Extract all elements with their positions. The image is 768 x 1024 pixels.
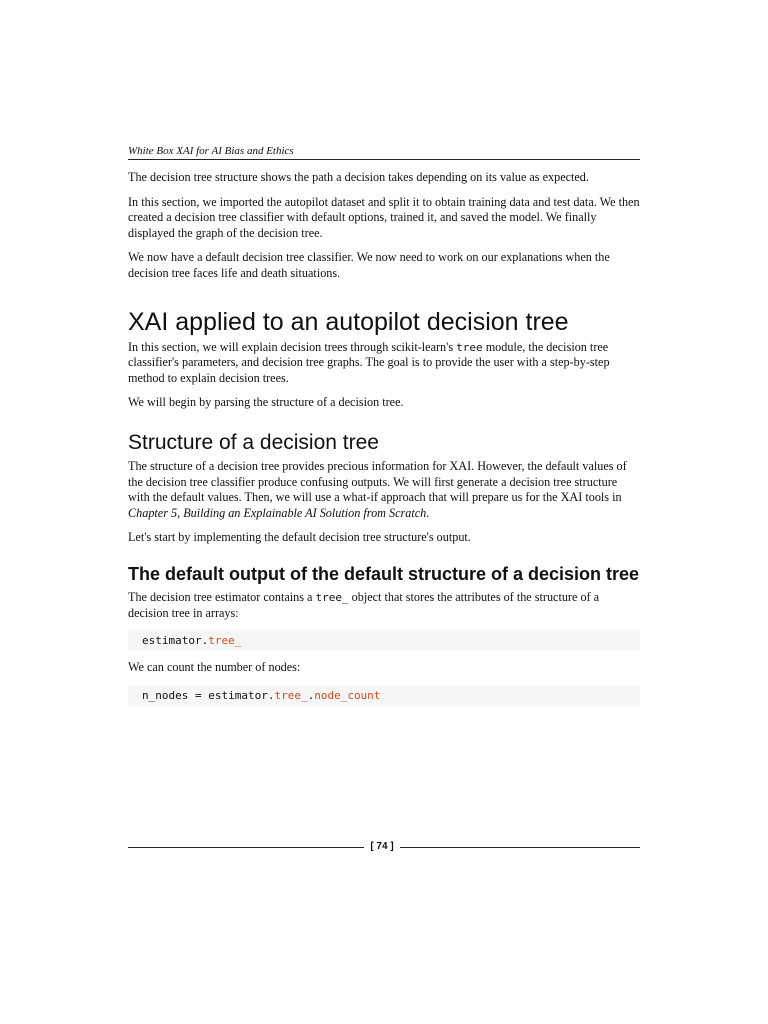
section-heading: XAI applied to an autopilot decision tree bbox=[128, 307, 569, 336]
code-token-object: estimator. bbox=[142, 634, 209, 648]
code-token-tree-attribute: tree_ bbox=[274, 688, 308, 702]
footer-rule-right bbox=[400, 847, 640, 848]
paragraph-5: We will begin by parsing the structure of a decision tree. bbox=[128, 395, 404, 410]
paragraph-6 bbox=[128, 459, 640, 521]
paragraph-4-text-a: In this section, we will explain decision trees through scikit-learn's bbox=[128, 339, 457, 354]
footer-rule-left bbox=[128, 847, 364, 848]
paragraph-9: We can count the number of nodes: bbox=[128, 660, 301, 675]
page-content bbox=[128, 170, 640, 715]
paragraph-6-end: . bbox=[426, 505, 430, 520]
reference-separator: , bbox=[177, 505, 184, 520]
book-page bbox=[128, 0, 640, 1024]
paragraph-4 bbox=[128, 340, 640, 387]
chapter-reference: Chapter 5 bbox=[128, 505, 178, 520]
subsubsection-heading: The default output of the default structure of a decision tree bbox=[128, 563, 640, 584]
page-number: [ 74 ] bbox=[370, 841, 394, 852]
code-token-node-count: node_count bbox=[314, 688, 381, 702]
subsection-heading: Structure of a decision tree bbox=[128, 430, 379, 454]
paragraph-2: In this section, we imported the autopilot dataset and split it to obtain training data and test data. We then created a decision tree classifier with default options, trained it, and saved the model. We finally displayed the graph of the decision tree. bbox=[128, 194, 640, 240]
code-block-node-count[interactable] bbox=[128, 685, 640, 706]
code-token-dot: . bbox=[307, 688, 315, 702]
paragraph-3: We now have a default decision tree classifier. We now need to work on our explanations when the decision tree faces life and death situations. bbox=[128, 250, 610, 280]
running-header: White Box XAI for AI Bias and Ethics bbox=[128, 145, 640, 160]
chapter-title-reference: Building an Explainable AI Solution from Scratch bbox=[183, 505, 427, 520]
code-token-attribute: tree_ bbox=[208, 634, 242, 648]
paragraph-1: The decision tree structure shows the path a decision takes depending on its value as expected. bbox=[128, 170, 589, 184]
paragraph-8 bbox=[128, 590, 640, 621]
paragraph-6-text: The structure of a decision tree provides precious information for XAI. However, the default values of the decision tree classifier produce confusing outputs. We will first generate a decision tree structure with the default values. Then, we will use a what-if approach that will prepare us for the XAI tools in bbox=[128, 458, 627, 505]
paragraph-4-text-b: module, the decision tree classifier's parameters, and decision tree graphs. The goal is to provide the user with a step-by-step method to explain decision trees. bbox=[128, 339, 610, 385]
code-token-assignment: n_nodes = estimator. bbox=[142, 688, 275, 702]
paragraph-7: Let's start by implementing the default decision tree structure's output. bbox=[128, 530, 471, 545]
paragraph-8-text-b: object that stores the attributes of the structure of a decision tree in arrays: bbox=[128, 589, 600, 620]
code-block-estimator-tree[interactable] bbox=[128, 630, 640, 651]
inline-code-tree: tree bbox=[456, 340, 483, 354]
page-footer bbox=[128, 839, 640, 855]
paragraph-8-text-a: The decision tree estimator contains a bbox=[128, 589, 316, 604]
inline-code-tree-underscore: tree_ bbox=[315, 590, 349, 604]
